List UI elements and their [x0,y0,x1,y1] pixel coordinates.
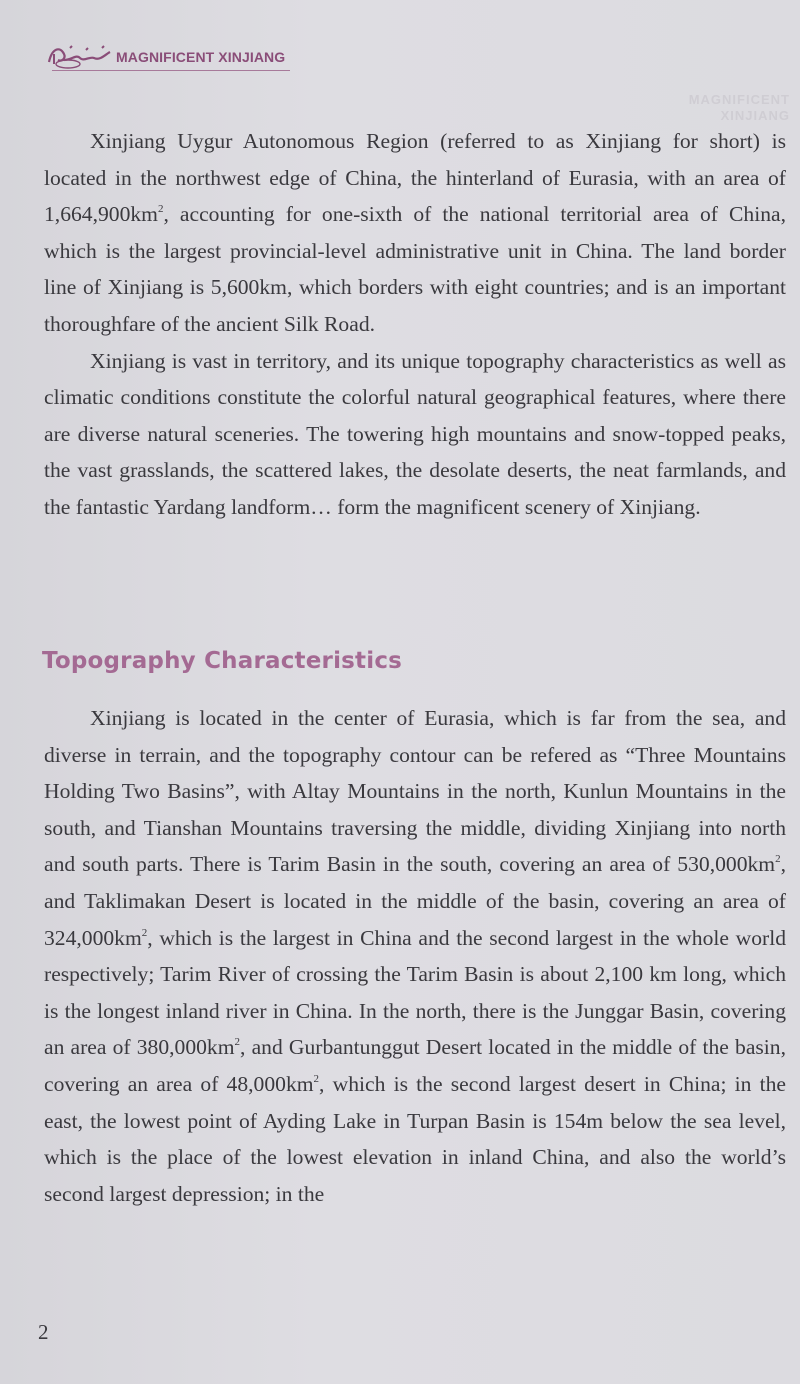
intro-section [44,123,786,526]
text-run: , which is the second largest desert in China; in the east, the lowest point of Ayding Lake in Turpan Basin is 154m below the sea level, which is the place of the lowest elevation in inland China, and also the world’s second largest depression; in the [44,1071,786,1206]
intro-paragraph-2: Xinjiang is vast in territory, and its unique topography characteristics as well as climatic conditions constitute the colorful natural geographical features, where there are diverse natural sceneries. The towering high mountains and snow-topped peaks, the vast grasslands, the scattered lakes, the desolate deserts, the neat farmlands, and the fantastic Yardang landform… form the magnificent scenery of Xinjiang. [44,348,786,519]
header-divider [52,70,290,71]
superscript: 2 [141,926,148,939]
header-title: MAGNIFICENT XINJIANG [116,49,286,65]
intro-paragraph-1 [44,123,786,343]
topography-paragraph [44,700,786,1212]
text-run: , and Taklimakan Desert is located in the middle of the basin, covering an area of 324,000km [44,852,786,950]
superscript: 2 [234,1036,241,1049]
show-through-text: MAGNIFICENT XINJIANG [688,92,790,123]
section-heading: Topography Characteristics [42,648,403,674]
text-run: , and Gurbantunggut Desert located in the middle of the basin, covering an area of 48,000km [44,1035,786,1096]
topography-section [44,700,786,1212]
running-header [46,38,285,72]
text-run: Xinjiang Uygur Autonomous Region (referred to as Xinjiang for short) is located in the northwest edge of China, the hinterland of Eurasia, with an area of 1,664,900km [44,129,786,227]
text-run: , accounting for one-sixth of the national territorial area of China, which is the largest provincial-level administrative unit in China. The land border line of Xinjiang is 5,600km, which borders with eight countries; and is an important thoroughfare of the ancient Silk Road. [44,202,786,336]
text-run: , which is the largest in China and the second largest in the whole world respectively; Tarim River of crossing the Tarim Basin is about 2,100 km long, which is the longest inland river in China. In the north, there is the Junggar Basin, covering an area of 380,000km [44,925,786,1060]
superscript: 2 [313,1072,320,1085]
uyghur-calligraphy-logo [46,40,114,70]
page-number: 2 [38,1320,49,1344]
text-run: Xinjiang is located in the center of Eurasia, which is far from the sea, and diverse in terrain, and the topography contour can be refered as “Three Mountains Holding Two Basins”, with Altay Mountains in the north, Kunlun Mountains in the south, and Tianshan Mountains traversing the middle, dividing Xinjiang into north and south parts. There is Tarim Basin in the south, covering an area of 530,000km [44,706,786,877]
superscript: 2 [775,853,781,866]
superscript: 2 [157,203,164,216]
